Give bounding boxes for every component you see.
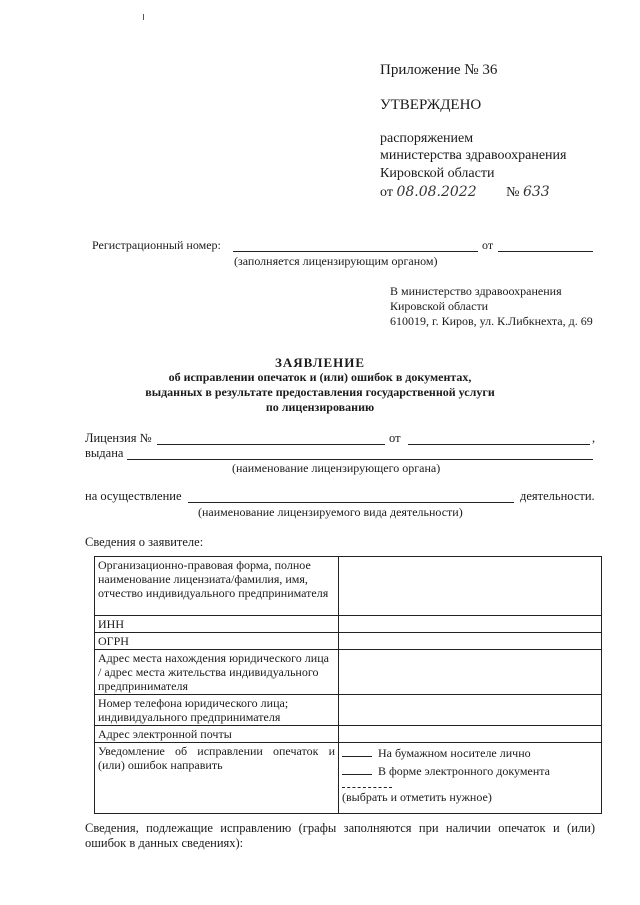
recipient-line2: Кировской области [390,299,489,313]
handwritten-date: 08.08.2022 [396,184,477,200]
applicant-heading: Сведения о заявителе: [85,535,204,549]
row-label-phone: Номер телефона юридического лица; индивидуального предпринимателя [95,695,339,726]
title-line2: выданных в результате предоставления государственной услуги [145,385,495,399]
option-paper-label: На бумажном носителе лично [378,746,531,760]
activity-field[interactable] [188,502,514,503]
table-row [95,650,602,695]
title-line1: об исправлении опечаток и (или) ошибок в документах, [168,370,472,384]
activity-suffix: деятельности. [520,489,595,503]
value-org-name[interactable] [339,557,602,616]
option-electronic-label: В форме электронного документа [378,764,550,778]
option-electronic[interactable] [342,762,598,780]
registration-from-label: от [482,238,494,252]
value-phone[interactable] [339,695,602,726]
row-label-org-name: Организационно-правовая форма, полное наименование лицензиата/фамилия, имя, отчество индивидуального предпринимателя [95,557,339,616]
notify-options [339,743,602,814]
value-ogrn[interactable] [339,633,602,650]
order-line3: Кировской области [380,166,495,181]
license-from-label: от [389,431,401,445]
issued-label: выдана [85,446,124,460]
dashed-separator [342,780,392,788]
approved-label: УТВЕРЖДЕНО [380,97,482,113]
table-row [95,695,602,726]
license-label: Лицензия № [85,431,152,445]
issuer-hint: (наименование лицензирующего органа) [232,461,441,475]
appendix-number: Приложение № 36 [380,62,498,78]
order-line2: министерства здравоохранения [380,148,567,163]
row-label-email: Адрес электронной почты [95,726,339,743]
row-label-notify: Уведомление об исправлении опечаток и (или) ошибок направить [95,743,339,814]
footer-line1: Сведения, подлежащие исправлению (графы заполняются при наличии опечаток и (или) [85,821,595,835]
registration-date-field[interactable] [498,251,593,252]
table-row [95,726,602,743]
registration-hint: (заполняется лицензирующим органом) [234,254,438,268]
license-number-field[interactable] [157,444,385,445]
table-row [95,616,602,633]
activity-prefix: на осуществление [85,489,182,503]
recipient-line1: В министерство здравоохранения [390,284,562,298]
title-line3: по лицензированию [265,400,375,414]
option-paper[interactable] [342,744,598,762]
handwritten-number: 633 [522,184,550,200]
row-label-inn: ИНН [95,616,339,633]
footer-line2: ошибок в данных сведениях): [85,836,244,850]
number-prefix: № [506,185,520,200]
value-inn[interactable] [339,616,602,633]
value-email[interactable] [339,726,602,743]
order-date-row [380,184,550,201]
license-comma: , [592,431,596,445]
activity-hint: (наименование лицензируемого вида деятельности) [198,505,463,519]
option-paper-checkbox[interactable] [342,745,372,757]
registration-number-field[interactable] [233,251,478,252]
license-date-field[interactable] [408,444,590,445]
table-row [95,633,602,650]
row-label-ogrn: ОГРН [95,633,339,650]
row-label-address: Адрес места нахождения юридического лица / адрес места жительства индивидуального предпринимателя [95,650,339,695]
from-prefix: от [380,185,393,200]
registration-label: Регистрационный номер: [92,238,221,252]
document-title: ЗАЯВЛЕНИЕ [274,355,366,370]
recipient-address: 610019, г. Киров, ул. К.Либкнехта, д. 69 [390,314,593,328]
option-electronic-checkbox[interactable] [342,763,372,775]
order-line1: распоряжением [380,131,474,146]
table-row [95,557,602,616]
scan-mark [143,14,144,20]
value-address[interactable] [339,650,602,695]
issuer-field[interactable] [127,459,593,460]
table-row [95,743,602,814]
applicant-table [94,556,602,814]
choose-hint: (выбрать и отметить нужное) [342,790,492,804]
